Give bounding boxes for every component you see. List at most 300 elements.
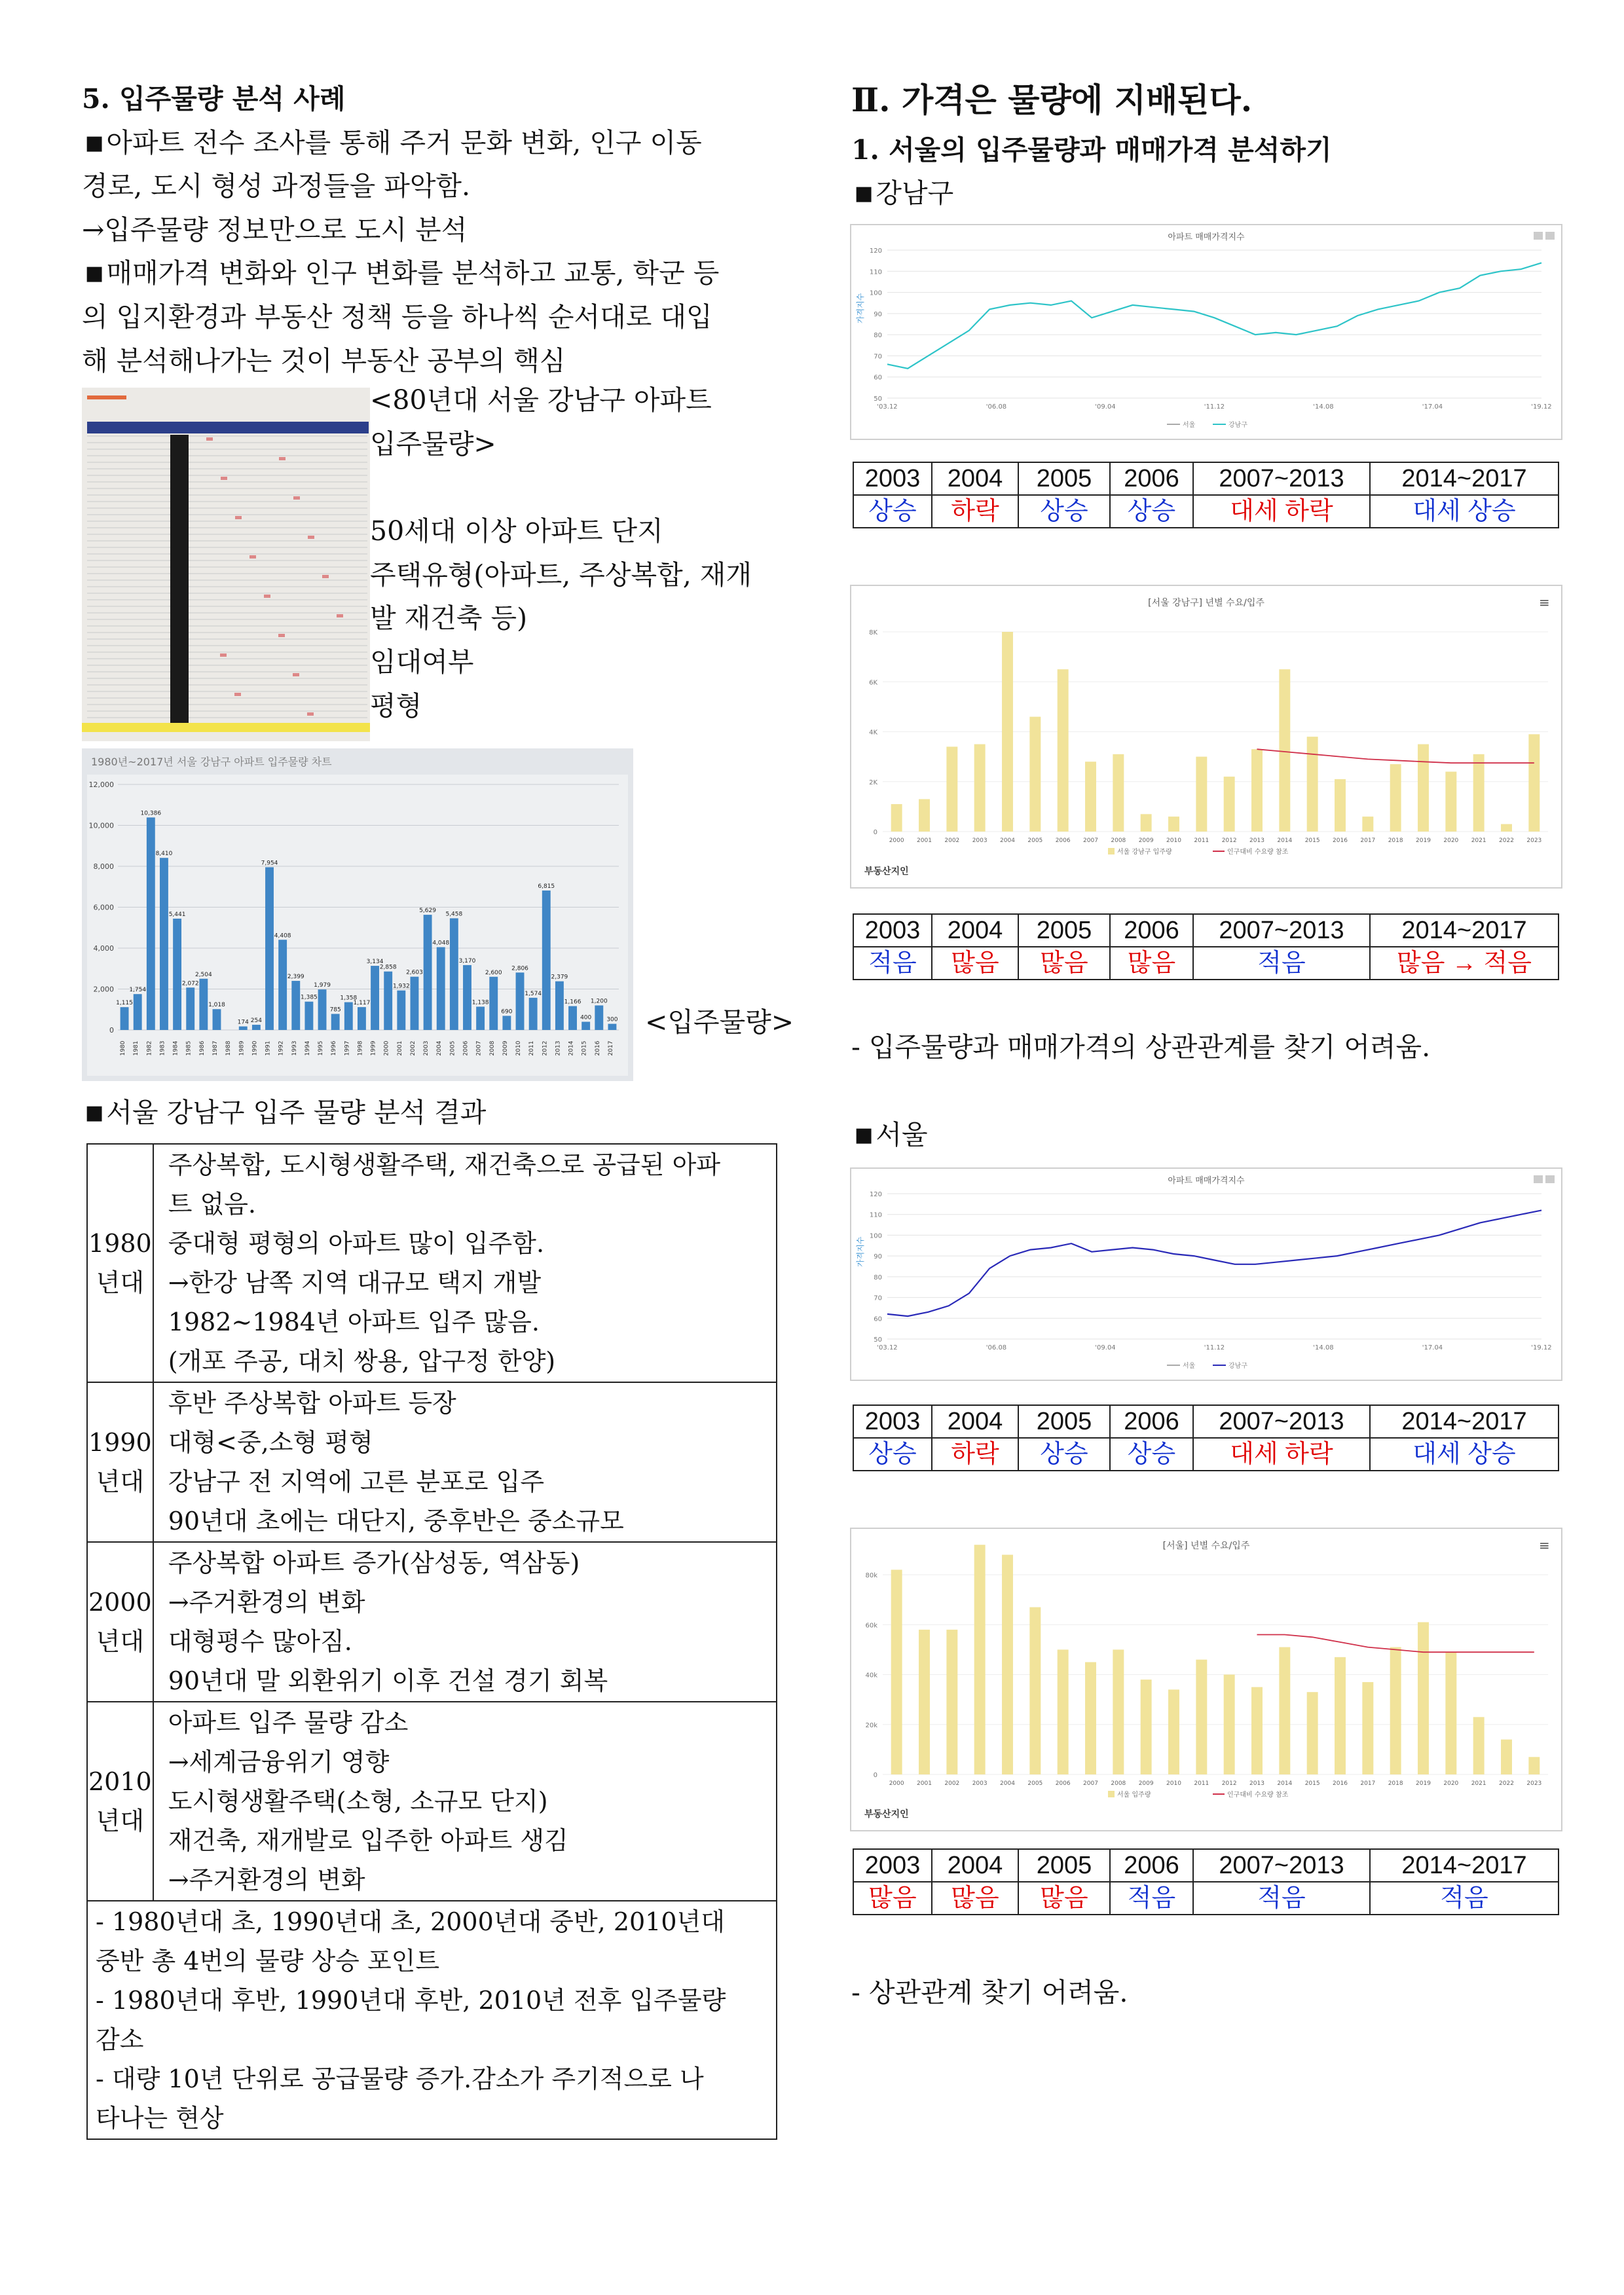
decade-cell: 1990 년대 [87, 1382, 153, 1542]
axis-label: 가격지수 [856, 293, 865, 323]
menu-icon[interactable]: ≡ [1539, 595, 1550, 610]
data-label: 785 [329, 1006, 341, 1014]
x-tick-label: 1998 [357, 1040, 364, 1056]
legend-label: 강남구 [1228, 422, 1247, 429]
data-label: 1,138 [471, 999, 489, 1006]
data-label: 4,408 [274, 932, 291, 940]
x-tick-label: 2022 [1499, 837, 1514, 844]
paragraph-line: ■ 매매가격 변화와 인구 변화를 분석하고 교통, 학군 등 [85, 251, 719, 295]
bar [397, 991, 405, 1030]
bar [291, 981, 300, 1030]
year-cell: 2004 [932, 462, 1018, 495]
x-tick-label: 2007 [1083, 837, 1098, 844]
demand-line [1257, 749, 1534, 763]
description-cell: 아파트 입주 물량 감소 →세계금융위기 영향 도시형생활주택(소형, 소규모 단지) 재건축, 재개발로 입주한 아파트 생김 →주거환경의 변화 [153, 1702, 777, 1901]
table-row [87, 1542, 777, 1702]
trend-cell: 많음 [932, 1882, 1018, 1915]
y-tick-label: 50 [874, 1336, 882, 1344]
table-row [853, 1405, 1559, 1438]
year-cell: 2007~2013 [1193, 1405, 1370, 1438]
data-label: 1,574 [525, 990, 542, 997]
bar [1224, 1675, 1235, 1775]
bar [516, 972, 525, 1030]
data-label: 3,170 [458, 957, 476, 964]
bar [463, 965, 471, 1030]
bar [384, 972, 392, 1030]
data-label: 1,200 [590, 998, 608, 1005]
data-label: 1,358 [340, 995, 358, 1002]
bar [974, 1545, 986, 1774]
x-tick-label: 2008 [1111, 1780, 1126, 1787]
x-tick-label: '09.04 [1095, 403, 1116, 411]
bar [919, 799, 930, 832]
trend-cell: 많음 [1018, 947, 1110, 980]
x-tick-label: 2005 [449, 1040, 456, 1056]
x-tick-label: '03.12 [877, 403, 898, 411]
x-tick-label: 2001 [917, 1780, 932, 1787]
sheet-mark [308, 536, 314, 539]
x-tick-label: 2010 [1166, 837, 1181, 844]
supply-table-seoul [853, 1848, 1559, 1915]
x-tick-label: 2018 [1388, 1780, 1403, 1787]
x-tick-label: 1980 [120, 1040, 127, 1056]
bar [1085, 1662, 1096, 1774]
supply-chart-svg [851, 586, 1561, 887]
x-tick-label: 1984 [172, 1040, 179, 1056]
axis-label: 가격지수 [856, 1236, 865, 1267]
x-tick-label: 2003 [972, 1780, 987, 1787]
bar [147, 817, 155, 1030]
x-tick-label: 2017 [1360, 837, 1376, 844]
bar [1113, 1649, 1124, 1774]
y-tick-label: 2K [869, 779, 877, 786]
x-tick-label: 2004 [436, 1040, 443, 1056]
data-label: 5,458 [445, 911, 463, 918]
legend-swatch [1108, 848, 1115, 854]
bar [1029, 717, 1041, 832]
trend-cell: 상승 [853, 1438, 932, 1471]
description-cell: 주상복합 아파트 증가(삼성동, 역삼동) →주거환경의 변화 대형평수 많아짐. 90년대 말 외환위기 이후 건설 경기 회복 [153, 1542, 777, 1702]
bar [1362, 1682, 1373, 1774]
x-tick-label: '17.04 [1422, 403, 1443, 411]
x-tick-label: 2005 [1027, 837, 1043, 844]
price-table-gangnam [853, 462, 1559, 528]
x-tick-label: 1982 [146, 1040, 153, 1056]
x-tick-label: 2002 [944, 1780, 960, 1787]
y-tick-label: 10,000 [88, 821, 114, 830]
year-cell: 2004 [932, 1849, 1018, 1882]
bar [411, 977, 419, 1030]
supply-chart-svg [851, 1529, 1561, 1830]
y-tick-label: 90 [874, 1253, 882, 1261]
bar [1390, 764, 1401, 832]
image-caption: <입주물량> [645, 1006, 794, 1038]
chart-title: [서울 강남구] 년별 수요/입주 [1148, 598, 1264, 608]
region-label-seoul: ■ 서울 [855, 1113, 928, 1157]
x-tick-label: 2022 [1499, 1780, 1514, 1787]
data-label: 5,441 [168, 911, 186, 918]
decade-cell: 2010 년대 [87, 1702, 153, 1901]
x-tick-label: 2016 [594, 1040, 601, 1056]
bar [1445, 1652, 1456, 1774]
price-chart-seoul [850, 1167, 1562, 1381]
year-cell: 2006 [1110, 1849, 1193, 1882]
supply-table-gangnam [853, 913, 1559, 980]
bar [489, 977, 498, 1030]
x-tick-label: 1990 [251, 1040, 259, 1056]
sheet-mark [249, 555, 256, 559]
x-tick-label: '17.04 [1422, 1344, 1443, 1351]
x-tick-label: '14.08 [1313, 1344, 1334, 1351]
bar [1390, 1647, 1401, 1774]
x-tick-label: 1997 [344, 1040, 351, 1056]
sheet-mark [264, 595, 270, 598]
table-row [87, 1144, 777, 1382]
data-label: 1,166 [564, 999, 581, 1006]
x-tick-label: 2023 [1526, 837, 1542, 844]
year-cell: 2005 [1018, 914, 1110, 947]
print-icon[interactable] [1534, 232, 1543, 240]
trend-cell: 많음 [932, 947, 1018, 980]
bar [1418, 1622, 1429, 1774]
x-tick-label: 2021 [1471, 1780, 1486, 1787]
bar [891, 1570, 902, 1774]
section-subtitle: 1. 서울의 입주물량과 매매가격 분석하기 [851, 134, 1332, 166]
data-label: 400 [580, 1014, 592, 1021]
bar [542, 890, 551, 1030]
y-tick-label: 60 [874, 374, 882, 382]
paragraph-line: 경로, 도시 형성 과정들을 파악함. [82, 170, 471, 202]
y-tick-label: 6K [869, 679, 877, 687]
trend-cell: 많음 → 적음 [1370, 947, 1559, 980]
bar [318, 989, 327, 1030]
data-label: 4,048 [432, 940, 450, 947]
section-heading: 5. 입주물량 분석 사례 [82, 83, 346, 115]
x-tick-label: 1983 [159, 1040, 166, 1056]
sheet-mark [293, 673, 299, 676]
x-tick-label: 2009 [502, 1040, 509, 1056]
x-tick-label: 2000 [383, 1040, 390, 1056]
year-cell: 2004 [932, 914, 1018, 947]
data-label: 2,399 [287, 974, 304, 981]
year-cell: 2006 [1110, 914, 1193, 947]
x-tick-label: 2021 [1471, 837, 1486, 844]
bar [502, 1016, 511, 1030]
data-label: 1,115 [116, 1000, 133, 1007]
sheet-mark [307, 712, 314, 716]
y-tick-label: 0 [109, 1026, 114, 1035]
x-tick-label: '14.08 [1313, 403, 1334, 411]
description-cell: 후반 주상복합 아파트 등장 대형<중,소형 평형 강남구 전 지역에 고른 분포로 입주 90년대 초에는 대단지, 중후반은 중소규모 [153, 1382, 777, 1542]
data-label: 1,979 [314, 982, 331, 989]
supply-history-chart [82, 748, 633, 1081]
x-tick-label: 1996 [331, 1040, 338, 1056]
legend-label: 인구대비 수요량 참조 [1227, 1791, 1289, 1799]
series-line [887, 1210, 1541, 1316]
year-cell: 2003 [853, 1849, 932, 1882]
x-tick-label: 2014 [568, 1040, 575, 1056]
bar [1058, 669, 1069, 832]
conclusion-text: - 입주물량과 매매가격의 상관관계를 찾기 어려움. [851, 1031, 1431, 1063]
data-label: 8,410 [155, 851, 173, 858]
x-tick-label: 2006 [462, 1040, 470, 1056]
menu-icon[interactable] [1545, 1175, 1555, 1183]
data-label: 1,754 [129, 987, 147, 994]
bar [344, 1002, 353, 1030]
bar [265, 867, 274, 1030]
x-tick-label: 2011 [1194, 1780, 1209, 1787]
x-tick-label: 2000 [889, 1780, 904, 1787]
x-tick-label: 1995 [318, 1040, 325, 1056]
data-label: 5,629 [419, 908, 436, 915]
summary-cell: - 1980년대 초, 1990년대 초, 2000년대 중반, 2010년대 중반 총 4번의 물량 상승 포인트 - 1980년대 후반, 1990년대 후반, 2010년 전후 입주물량 감소 - 대량 10년 단위로 공급물량 증가.감소가 주기적으로 나 타나는 현상 [87, 1901, 777, 2139]
legend-swatch [1108, 1791, 1115, 1797]
bar [1168, 1689, 1179, 1774]
bar [476, 1006, 485, 1030]
note-line: 발 재건축 등) [370, 602, 528, 634]
data-label: 2,806 [511, 965, 528, 972]
trend-cell: 상승 [853, 495, 932, 528]
year-cell: 2014~2017 [1370, 1849, 1559, 1882]
note-line: 주택유형(아파트, 주상복합, 재개 [370, 559, 752, 591]
bar [1196, 1660, 1207, 1774]
chart-title: 아파트 매매가격지수 [1168, 1176, 1245, 1186]
table-row [853, 914, 1559, 947]
bar [199, 979, 208, 1030]
note-line: 50세대 이상 아파트 단지 [370, 515, 663, 547]
table-row [853, 462, 1559, 495]
bar [1002, 1555, 1013, 1775]
bar [134, 994, 142, 1030]
bar [946, 746, 957, 832]
x-tick-label: 1986 [198, 1040, 206, 1056]
table-row [853, 947, 1559, 980]
x-tick-label: '03.12 [877, 1344, 898, 1351]
sheet-mark [293, 496, 300, 500]
y-tick-label: 90 [874, 310, 882, 318]
x-tick-label: 2001 [396, 1040, 403, 1056]
x-tick-label: 1993 [291, 1040, 298, 1056]
bar [450, 918, 458, 1030]
data-label: 3,134 [366, 959, 384, 966]
data-label: 1,117 [353, 1000, 371, 1007]
y-tick-label: 6,000 [93, 903, 114, 912]
trend-cell: 많음 [853, 1882, 932, 1915]
x-tick-label: 2007 [475, 1040, 483, 1056]
bar [278, 940, 287, 1030]
x-tick-label: 2018 [1388, 837, 1403, 844]
bar [1251, 1687, 1263, 1774]
price-chart-svg [851, 225, 1561, 439]
bar [1501, 824, 1512, 832]
bar [1279, 1647, 1290, 1774]
table-row [87, 1702, 777, 1901]
region-label-gangnam: ■ 강남구 [855, 172, 953, 215]
y-tick-label: 20k [865, 1721, 877, 1729]
x-tick-label: 2013 [555, 1040, 562, 1056]
x-tick-label: 1989 [238, 1040, 246, 1056]
print-icon[interactable] [1534, 1175, 1543, 1183]
table-row [853, 1849, 1559, 1882]
conclusion-text: - 상관관계 찾기 어려움. [851, 1977, 1128, 2008]
year-cell: 2004 [932, 1405, 1018, 1438]
x-tick-label: 2015 [581, 1040, 588, 1056]
y-tick-label: 8K [869, 629, 877, 636]
bar [186, 987, 194, 1030]
bar [608, 1024, 616, 1030]
x-tick-label: 2007 [1083, 1780, 1098, 1787]
year-cell: 2003 [853, 1405, 932, 1438]
paragraph-line: 의 입지환경과 부동산 정책 등을 하나씩 순서대로 대입 [82, 301, 712, 333]
x-tick-label: '11.12 [1204, 1344, 1225, 1351]
year-cell: 2005 [1018, 462, 1110, 495]
result-heading: ■ 서울 강남구 입주 물량 분석 결과 [85, 1091, 486, 1135]
x-tick-label: 1987 [212, 1040, 219, 1056]
sheet-mark [234, 693, 241, 696]
price-chart-svg [851, 1169, 1561, 1380]
data-label: 2,603 [406, 969, 423, 976]
data-label: 254 [250, 1018, 262, 1025]
legend-label: 서울 입주량 [1117, 1791, 1151, 1799]
year-cell: 2006 [1110, 1405, 1193, 1438]
bar [437, 947, 445, 1031]
x-tick-label: 2013 [1249, 837, 1264, 844]
paragraph-line: 해 분석해나가는 것이 부동산 공부의 핵심 [82, 345, 566, 376]
x-tick-label: 2011 [1194, 837, 1209, 844]
page-title: Ⅱ. 가격은 물량에 지배된다. [851, 81, 1253, 119]
table-row [87, 1382, 777, 1542]
trend-cell: 많음 [1110, 947, 1193, 980]
x-tick-label: '06.08 [986, 1344, 1007, 1351]
y-tick-label: 100 [869, 1232, 882, 1240]
price-table-seoul [853, 1405, 1559, 1471]
bar [424, 915, 432, 1030]
sheet-mark [337, 614, 343, 617]
bar [974, 744, 986, 832]
decade-cell: 1980 년대 [87, 1144, 153, 1382]
bar [919, 1630, 930, 1774]
note-line: 임대여부 [370, 646, 474, 678]
x-tick-label: 2003 [972, 837, 987, 844]
data-label: 2,858 [379, 964, 397, 971]
x-tick-label: '09.04 [1095, 1344, 1116, 1351]
x-tick-label: 2015 [1304, 1780, 1320, 1787]
x-tick-label: 2010 [1166, 1780, 1181, 1787]
x-tick-label: 2017 [1360, 1780, 1376, 1787]
year-cell: 2003 [853, 462, 932, 495]
trend-cell: 상승 [1110, 1438, 1193, 1471]
x-tick-label: 2019 [1416, 1780, 1431, 1787]
supply-chart-seoul [850, 1528, 1562, 1831]
trend-cell: 적음 [1370, 1882, 1559, 1915]
x-tick-label: 1981 [133, 1040, 140, 1056]
legend-label: 인구대비 수요량 참조 [1227, 849, 1289, 856]
y-tick-label: 12,000 [88, 780, 114, 789]
x-tick-label: 2004 [1000, 837, 1015, 844]
x-tick-label: 2019 [1416, 837, 1431, 844]
year-cell: 2005 [1018, 1405, 1110, 1438]
bar [120, 1007, 129, 1030]
paragraph-line: →입주물량 정보만으로 도시 분석 [82, 214, 468, 246]
year-cell: 2005 [1018, 1849, 1110, 1882]
y-tick-label: 8,000 [93, 862, 114, 871]
table-row [853, 495, 1559, 528]
data-label: 690 [501, 1008, 513, 1016]
year-cell: 2007~2013 [1193, 1849, 1370, 1882]
x-tick-label: 2008 [489, 1040, 496, 1056]
y-tick-label: 2,000 [93, 985, 114, 994]
bar [1251, 749, 1263, 832]
chart-title: 1980년~2017년 서울 강남구 아파트 입주물량 차트 [91, 756, 332, 768]
decade-cell: 2000 년대 [87, 1542, 153, 1702]
bar [568, 1006, 577, 1030]
bar [1113, 754, 1124, 832]
bar [1002, 632, 1013, 832]
x-tick-label: 2002 [409, 1040, 416, 1056]
x-tick-label: 2001 [917, 837, 932, 844]
y-tick-label: 4K [869, 729, 877, 737]
supply-history-svg [82, 748, 633, 1081]
bar [1168, 817, 1179, 832]
x-tick-label: 2020 [1443, 837, 1459, 844]
x-tick-label: 2000 [889, 837, 904, 844]
data-label: 2,504 [194, 971, 212, 978]
bar [581, 1022, 590, 1031]
bar [1196, 757, 1207, 832]
bar [173, 919, 181, 1030]
x-tick-label: 2006 [1055, 1780, 1071, 1787]
x-tick-label: 1994 [304, 1040, 311, 1056]
supply-chart-gangnam [850, 585, 1562, 889]
y-tick-label: 70 [874, 1294, 882, 1302]
menu-icon[interactable]: ≡ [1539, 1537, 1550, 1553]
x-tick-label: 2002 [944, 837, 960, 844]
sheet-mark [206, 437, 213, 441]
price-chart-gangnam [850, 224, 1562, 440]
year-cell: 2007~2013 [1193, 914, 1370, 947]
menu-icon[interactable] [1545, 232, 1555, 240]
trend-cell: 적음 [1193, 947, 1370, 980]
x-tick-label: 2014 [1277, 837, 1293, 844]
data-label: 174 [237, 1019, 249, 1026]
bar [239, 1027, 248, 1030]
y-tick-label: 60 [874, 1315, 882, 1323]
bar [1335, 779, 1346, 832]
x-tick-label: 2009 [1138, 1780, 1154, 1787]
x-tick-label: 2023 [1526, 1780, 1542, 1787]
y-tick-label: 100 [869, 289, 882, 297]
trend-cell: 상승 [1110, 495, 1193, 528]
data-label: 2,072 [181, 980, 199, 987]
year-cell: 2014~2017 [1370, 914, 1559, 947]
table-row [853, 1438, 1559, 1471]
bar [304, 1002, 313, 1030]
trend-cell: 대세 하락 [1193, 495, 1370, 528]
trend-cell: 적음 [1110, 1882, 1193, 1915]
y-tick-label: 80k [865, 1572, 877, 1579]
bar [1279, 669, 1290, 832]
bar [1085, 762, 1096, 832]
bar [1528, 1757, 1540, 1774]
demand-line [1257, 1635, 1534, 1653]
x-tick-label: 2005 [1027, 1780, 1043, 1787]
table-row [853, 1882, 1559, 1915]
legend-label: 서울 [1183, 1363, 1196, 1370]
x-tick-label: '11.12 [1204, 403, 1225, 411]
data-label: 300 [606, 1016, 618, 1023]
bar [1445, 772, 1456, 832]
year-cell: 2014~2017 [1370, 1405, 1559, 1438]
